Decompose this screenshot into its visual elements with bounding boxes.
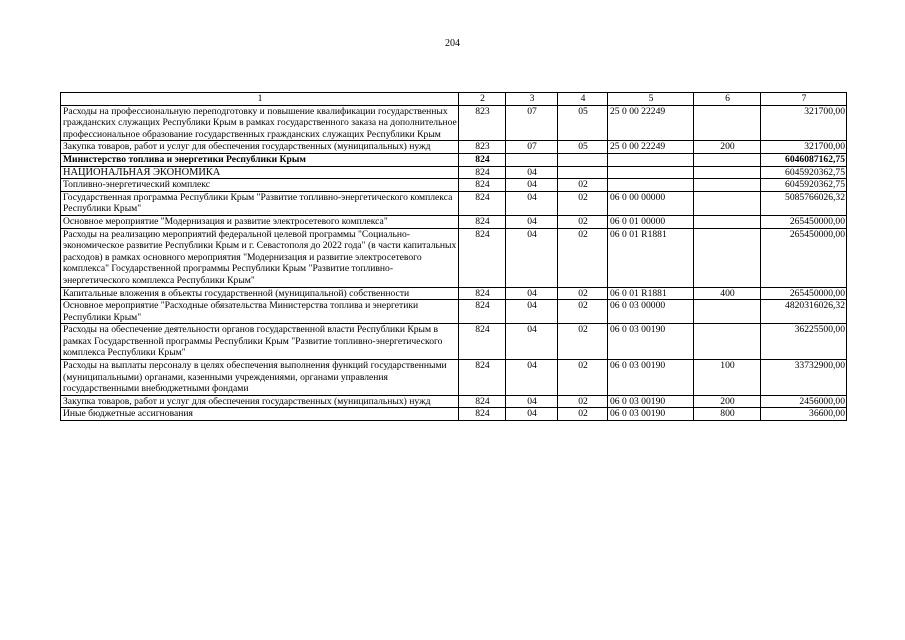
table-row (61, 141, 847, 154)
section-code-cell: 04 (506, 408, 558, 421)
amount-cell: 4820316026,32 (761, 300, 847, 324)
expense-name-cell: Капитальные вложения в объекты государственной (муниципальной) собственности (61, 287, 459, 300)
amount-cell: 36600,00 (761, 408, 847, 421)
page-number: 204 (445, 38, 460, 49)
ministry-code-cell: 824 (459, 228, 506, 287)
table-row (61, 153, 847, 166)
amount-cell: 265450000,00 (761, 215, 847, 228)
table-header-row (61, 93, 847, 106)
subsection-code-cell: 05 (558, 105, 608, 141)
section-code-cell: 07 (506, 105, 558, 141)
ministry-code-cell: 824 (459, 215, 506, 228)
amount-cell: 265450000,00 (761, 228, 847, 287)
section-code-cell: 07 (506, 141, 558, 154)
table-row (61, 395, 847, 408)
ministry-code-cell: 824 (459, 324, 506, 360)
section-code-cell: 04 (506, 324, 558, 360)
expense-type-cell (694, 153, 761, 166)
subsection-code-cell: 02 (558, 215, 608, 228)
ministry-code-cell: 823 (459, 141, 506, 154)
ministry-code-cell: 824 (459, 179, 506, 192)
header-cell: 3 (506, 93, 558, 106)
ministry-code-cell: 824 (459, 191, 506, 215)
expense-name-cell: Основное мероприятие "Модернизация и развитие электросетевого комплекса" (61, 215, 459, 228)
target-article-cell: 25 0 00 22249 (608, 141, 694, 154)
expense-name-cell: Топливно-энергетический комплекс (61, 179, 459, 192)
header-cell: 6 (694, 93, 761, 106)
target-article-cell (608, 153, 694, 166)
subsection-code-cell (558, 166, 608, 179)
ministry-code-cell: 824 (459, 287, 506, 300)
table-row (61, 166, 847, 179)
expense-type-cell: 100 (694, 360, 761, 396)
ministry-code-cell: 824 (459, 360, 506, 396)
expense-name-cell: Иные бюджетные ассигнования (61, 408, 459, 421)
header-cell: 4 (558, 93, 608, 106)
subsection-code-cell: 02 (558, 300, 608, 324)
target-article-cell: 06 0 03 00190 (608, 324, 694, 360)
table-row (61, 324, 847, 360)
expense-type-cell (694, 105, 761, 141)
ministry-code-cell: 823 (459, 105, 506, 141)
amount-cell: 6046087162,75 (761, 153, 847, 166)
ministry-code-cell: 824 (459, 408, 506, 421)
header-cell: 5 (608, 93, 694, 106)
ministry-code-cell: 824 (459, 166, 506, 179)
target-article-cell: 06 0 03 00000 (608, 300, 694, 324)
subsection-code-cell: 02 (558, 179, 608, 192)
ministry-code-cell: 824 (459, 300, 506, 324)
section-code-cell: 04 (506, 287, 558, 300)
amount-cell: 321700,00 (761, 105, 847, 141)
expense-name-cell: НАЦИОНАЛЬНАЯ ЭКОНОМИКА (61, 166, 459, 179)
target-article-cell: 06 0 03 00190 (608, 408, 694, 421)
table-row (61, 300, 847, 324)
expense-type-cell (694, 191, 761, 215)
subsection-code-cell: 02 (558, 360, 608, 396)
section-code-cell: 04 (506, 360, 558, 396)
table-row (61, 191, 847, 215)
expense-type-cell: 200 (694, 395, 761, 408)
expense-name-cell: Основное мероприятие "Расходные обязательства Министерства топлива и энергетики Республики Крым" (61, 300, 459, 324)
amount-cell: 2456000,00 (761, 395, 847, 408)
target-article-cell: 06 0 01 R1881 (608, 228, 694, 287)
section-code-cell: 04 (506, 228, 558, 287)
table-row (61, 228, 847, 287)
target-article-cell: 06 0 01 00000 (608, 215, 694, 228)
section-code-cell (506, 153, 558, 166)
target-article-cell: 06 0 01 R1881 (608, 287, 694, 300)
amount-cell: 321700,00 (761, 141, 847, 154)
target-article-cell: 25 0 00 22249 (608, 105, 694, 141)
amount-cell: 33732900,00 (761, 360, 847, 396)
expense-name-cell: Государственная программа Республики Крым "Развитие топливно-энергетического комплекса Республики Крым" (61, 191, 459, 215)
table-row (61, 179, 847, 192)
expense-name-cell: Расходы на выплаты персоналу в целях обеспечения выполнения функций государственными (муниципальными) органами, казенными учреждениями, органами управления государственными внебюджетными фондами (61, 360, 459, 396)
amount-cell: 6045920362,75 (761, 179, 847, 192)
section-code-cell: 04 (506, 166, 558, 179)
table-row (61, 408, 847, 421)
expense-type-cell (694, 215, 761, 228)
section-code-cell: 04 (506, 215, 558, 228)
target-article-cell: 06 0 03 00190 (608, 395, 694, 408)
expense-type-cell (694, 300, 761, 324)
expense-name-cell: Расходы на реализацию мероприятий федеральной целевой программы "Социально-экономическое развитие Республики Крым и г. Севастополя до 2022 года" (в части капитальных расходов) в рамках основного мероприятия "Модернизация и развитие электросетевого комплекса" Государственной программы Республики Крым "Развитие топливно-энергетического комплекса Республики Крым" (61, 228, 459, 287)
amount-cell: 6045920362,75 (761, 166, 847, 179)
target-article-cell (608, 166, 694, 179)
subsection-code-cell: 02 (558, 395, 608, 408)
header-cell: 2 (459, 93, 506, 106)
expense-type-cell (694, 324, 761, 360)
amount-cell: 5085766026,32 (761, 191, 847, 215)
subsection-code-cell: 02 (558, 324, 608, 360)
table-row (61, 105, 847, 141)
table-row (61, 215, 847, 228)
target-article-cell: 06 0 03 00190 (608, 360, 694, 396)
expense-type-cell: 200 (694, 141, 761, 154)
subsection-code-cell: 05 (558, 141, 608, 154)
amount-cell: 265450000,00 (761, 287, 847, 300)
section-code-cell: 04 (506, 191, 558, 215)
section-code-cell: 04 (506, 179, 558, 192)
ministry-code-cell: 824 (459, 153, 506, 166)
expense-type-cell (694, 166, 761, 179)
expense-type-cell (694, 228, 761, 287)
expense-type-cell: 400 (694, 287, 761, 300)
expense-name-cell: Министерство топлива и энергетики Республики Крым (61, 153, 459, 166)
table-row (61, 360, 847, 396)
budget-table (60, 92, 847, 421)
target-article-cell (608, 179, 694, 192)
subsection-code-cell: 02 (558, 287, 608, 300)
expense-type-cell: 800 (694, 408, 761, 421)
header-cell: 7 (761, 93, 847, 106)
ministry-code-cell: 824 (459, 395, 506, 408)
subsection-code-cell: 02 (558, 228, 608, 287)
expense-type-cell (694, 179, 761, 192)
subsection-code-cell: 02 (558, 408, 608, 421)
target-article-cell: 06 0 00 00000 (608, 191, 694, 215)
expense-name-cell: Расходы на профессиональную переподготовку и повышение квалификации государственных гражданских служащих Республики Крым в рамках государственного заказа на дополнительное профессиональное образование государственных гражданских служащих Республики Крым (61, 105, 459, 141)
section-code-cell: 04 (506, 395, 558, 408)
header-cell: 1 (61, 93, 459, 106)
subsection-code-cell: 02 (558, 191, 608, 215)
expense-name-cell: Расходы на обеспечение деятельности органов государственной власти Республики Крым в рамках Государственной программы Республики Крым "Развитие топливно-энергетического комплекса Республики Крым" (61, 324, 459, 360)
section-code-cell: 04 (506, 300, 558, 324)
subsection-code-cell (558, 153, 608, 166)
expense-name-cell: Закупка товаров, работ и услуг для обеспечения государственных (муниципальных) нужд (61, 141, 459, 154)
expense-name-cell: Закупка товаров, работ и услуг для обеспечения государственных (муниципальных) нужд (61, 395, 459, 408)
table-row (61, 287, 847, 300)
amount-cell: 36225500,00 (761, 324, 847, 360)
